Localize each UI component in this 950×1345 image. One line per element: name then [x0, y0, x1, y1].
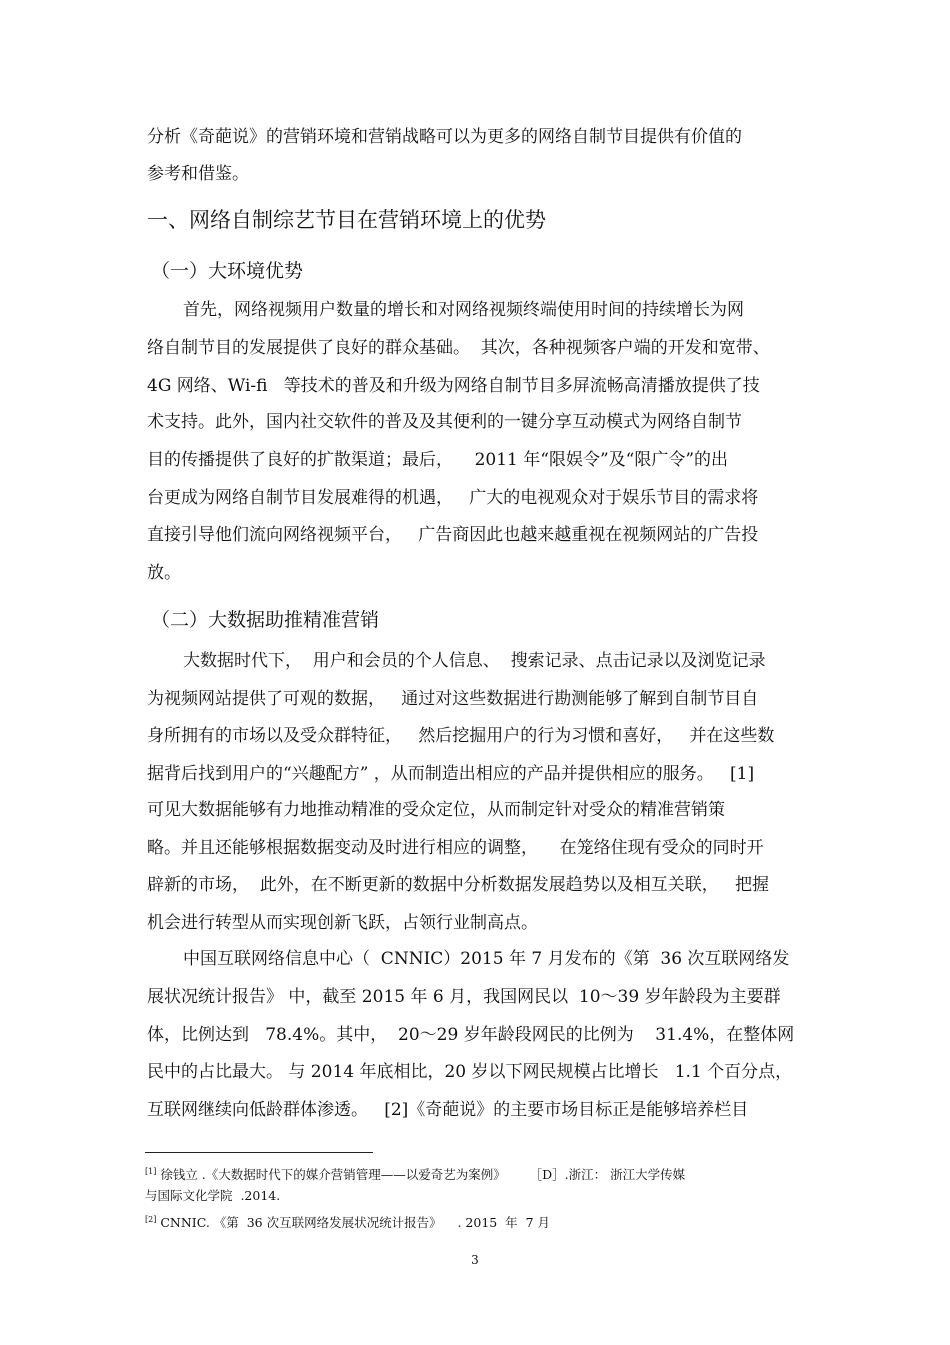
section-heading-1: 一、网络自制综艺节目在营销环境上的优势 — [147, 208, 546, 232]
footnote-divider — [145, 1152, 373, 1153]
paragraph-line: 民中的占比最大。 与 2014 年底相比，20 岁以下网民规模占比增长 1.1 个百分点， — [147, 1062, 793, 1082]
paragraph-line: 体，比例达到 78.4%。其中， 20～29 岁年龄段网民的比例为 31.4%，在整体网 — [147, 1025, 795, 1045]
paragraph-line: 目的传播提供了良好的扩散渠道；最后， 2011 年“限娱令”及“限广令”的出 — [147, 450, 729, 470]
paragraph-line: 首先，网络视频用户数量的增长和对网络视频终端使用时间的持续增长为网 — [183, 300, 744, 320]
paragraph-line: 直接引导他们流向网络视频平台， 广告商因此也越来越重视在视频网站的广告投 — [147, 525, 759, 545]
paragraph-line: 互联网继续向低龄群体渗透。 [2]《奇葩说》的主要市场目标正是能够培养栏目 — [147, 1100, 749, 1120]
intro-line-1: 分析《奇葩说》的营销环境和营销战略可以为更多的网络自制节目提供有价值的 — [147, 127, 742, 147]
paragraph-line: 为视频网站提供了可观的数据， 通过对这些数据进行勘测能够了解到自制节目自 — [147, 689, 759, 709]
paragraph-line: 辟新的市场， 此外，在不断更新的数据中分析数据发展趋势以及相互关联， 把握 — [147, 875, 770, 895]
paragraph-line: 络自制节目的发展提供了良好的群众基础。 其次，各种视频客户端的开发和宽带、 — [147, 338, 770, 358]
paragraph-line: 身所拥有的市场以及受众群特征， 然后挖掘用户的行为习惯和喜好， 并在这些数 — [147, 726, 775, 746]
footnote-2 — [145, 1212, 550, 1231]
paragraph-line: 据背后找到用户的“兴趣配方” ，从而制造出相应的产品并提供相应的服务。 [1] — [147, 764, 755, 784]
paragraph-line: 4G 网络、Wi-fi 等技术的普及和升级为网络自制节目多屏流畅高清播放提供了技 — [147, 376, 760, 396]
paragraph-line: 略。并且还能够根据数据变动及时进行相应的调整， 在笼络住现有受众的同时开 — [147, 838, 764, 858]
paragraph-line: 台更成为网络自制节目发展难得的机遇， 广大的电视观众对于娱乐节目的需求将 — [147, 488, 759, 508]
paragraph-line: 机会进行转型从而实现创新飞跃，占领行业制高点。 — [147, 913, 538, 933]
page-number: 3 — [471, 1253, 479, 1267]
intro-line-2: 参考和借鉴。 — [147, 164, 249, 184]
paragraph-line: 大数据时代下， 用户和会员的个人信息、 搜索记录、点击记录以及浏览记录 — [183, 651, 766, 671]
footnote-1 — [145, 1164, 685, 1183]
paragraph-line: 可见大数据能够有力地推动精准的受众定位，从而制定针对受众的精准营销策 — [147, 800, 725, 820]
footnote-text: CNNIC. 《第 36 次互联网络发展状况统计报告》 . 2015 年 7 月 — [156, 1215, 551, 1231]
paragraph-line: 展状况统计报告》 中，截至 2015 年 6 月，我国网民以 10～39 岁年龄段为主要群 — [147, 987, 781, 1007]
subsection-heading-1: （一）大环境优势 — [151, 260, 304, 282]
footnote-marker: [1] — [145, 1167, 157, 1176]
paragraph-line: 中国互联网络信息中心（ CNNIC）2015 年 7 月发布的《第 36 次互联网络发 — [183, 949, 790, 969]
paragraph-line: 术支持。此外，国内社交软件的普及及其便利的一键分享互动模式为网络自制节 — [147, 412, 742, 432]
footnote-text: 徐钱立 .《大数据时代下的媒介营销管理——以爱奇艺为案例》 ［D］.浙江： 浙江大学传媒 — [156, 1167, 686, 1183]
footnote-marker: [2] — [145, 1215, 157, 1224]
footnote-1-cont: 与国际文化学院 .2014. — [145, 1188, 281, 1203]
subsection-heading-2: （二）大数据助推精准营销 — [151, 609, 380, 631]
paragraph-line: 放。 — [147, 563, 181, 583]
